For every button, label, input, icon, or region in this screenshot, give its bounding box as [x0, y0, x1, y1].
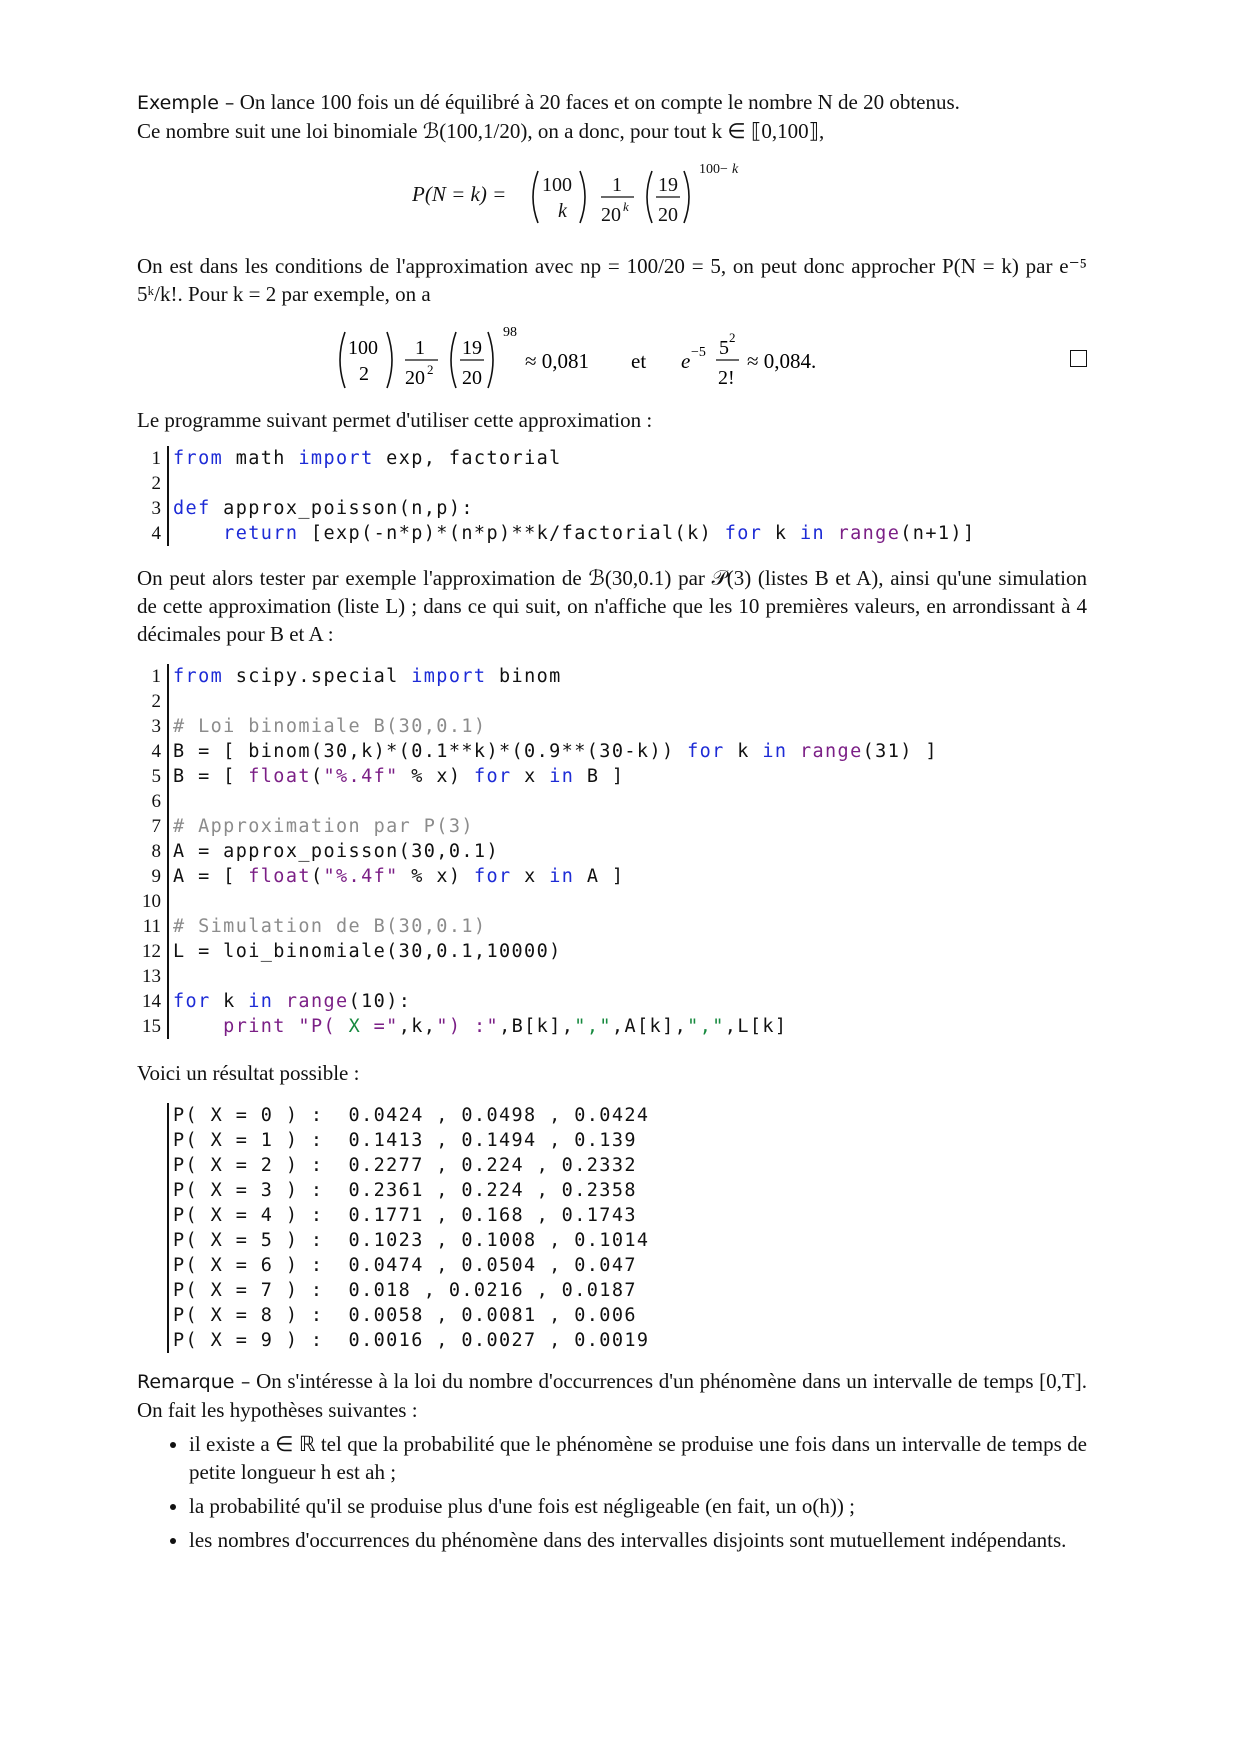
code-token: A = [: [173, 866, 249, 887]
code-line: [137, 446, 1087, 471]
output-line: P( X = 2 ) : 0.2277 , 0.224 , 0.2332: [173, 1155, 637, 1176]
code-token: (31) ]: [862, 741, 938, 762]
svg-text:98: 98: [503, 325, 517, 340]
code-line: [137, 814, 1087, 839]
code-line: [137, 864, 1087, 889]
output-line: P( X = 3 ) : 0.2361 , 0.224 , 0.2358: [173, 1180, 637, 1201]
code-token: in: [248, 991, 274, 1012]
line-number: 4: [151, 741, 161, 762]
code-token: A ]: [574, 866, 625, 887]
code-token: [825, 523, 838, 544]
code-token: B = [ binom(30,k)*(0.1**k)*(0.9**(30-k)): [173, 741, 688, 762]
code-line: [137, 889, 1087, 914]
svg-text:1: 1: [415, 337, 425, 359]
code-token: (: [310, 866, 324, 887]
svg-text:19: 19: [462, 337, 482, 359]
line-number: 2: [151, 691, 161, 712]
line-number: 5: [151, 766, 161, 787]
svg-text:100: 100: [348, 337, 378, 359]
code-token: float: [248, 766, 311, 787]
code-token: (n+1)]: [900, 523, 976, 544]
code-token: from: [173, 448, 224, 469]
code-token: % x): [398, 866, 474, 887]
code-token: A = approx_poisson(30,0.1): [173, 841, 499, 862]
hypothesis-item: • les nombres d'occurrences du phénomène dans des intervalles disjoints sont mutuellement indépendants.: [189, 1526, 1087, 1554]
svg-text:5: 5: [719, 337, 729, 359]
line-number: 3: [151, 716, 161, 737]
code-token: [787, 741, 800, 762]
approx-et: et: [631, 349, 647, 373]
svg-text:e: e: [681, 349, 691, 373]
code-text: [167, 471, 173, 496]
code-line: [137, 939, 1087, 964]
code-token: # Loi binomiale B(30,0.1): [173, 716, 487, 737]
svg-text:100−: 100−: [699, 162, 728, 177]
code-token: for: [724, 523, 763, 544]
line-number: 15: [142, 1016, 161, 1037]
code-token: [273, 991, 286, 1012]
line-number: 4: [151, 523, 161, 544]
code-token: scipy.special: [223, 666, 412, 687]
code-token: import: [298, 448, 374, 469]
code-token: k: [724, 741, 763, 762]
code-token: for: [473, 866, 512, 887]
code-token: approx_poisson(n,p):: [210, 498, 474, 519]
line-number: 8: [151, 841, 161, 862]
approximation-line: [137, 322, 1087, 394]
end-of-proof-square: [1070, 350, 1087, 367]
code-line: [137, 914, 1087, 939]
remark-text: On s'intéresse à la loi du nombre d'occurrences d'un phénomène dans un intervalle de temps [0,T]. On fait les hypothèses suivantes :: [137, 1369, 1087, 1422]
test-paragraph: On peut alors tester par exemple l'approximation de ℬ(30,0.1) par 𝒫(3) (listes B et A), ainsi qu'une simulation de cette approximation (liste L) ; dans ce qui suit, on n'affiche que les 10 premières valeurs, en arrondissant à 4 décimales pour B et A :: [137, 566, 1087, 646]
code-token: binom: [486, 666, 562, 687]
line-number: 1: [151, 666, 161, 687]
example-intro-line2: Ce nombre suit une loi binomiale ℬ(100,1/20), on a donc, pour tout k ∈ ⟦0,100⟧,: [137, 119, 825, 143]
code-token: in: [799, 523, 826, 544]
remark-label: Remarque –: [137, 1371, 251, 1393]
formula-lhs: P(N = k) =: [412, 182, 507, 206]
svg-text:2: 2: [427, 362, 434, 377]
output-block: [167, 1103, 1087, 1353]
code-token: (10):: [348, 991, 412, 1012]
svg-text:1: 1: [612, 174, 622, 196]
code-token: "%.4f": [323, 766, 399, 787]
svg-text:20: 20: [405, 367, 425, 389]
hypothesis-item: • il existe a ∈ ℝ tel que la probabilité que le phénomène se produise une fois dans un intervalle de temps de petite longueur h est ah ;: [189, 1430, 1087, 1486]
code-token: [173, 523, 223, 544]
code-text: [167, 1014, 787, 1039]
code-token: in: [762, 741, 788, 762]
svg-text:2: 2: [359, 363, 369, 385]
code-token: k: [210, 991, 249, 1012]
code-token: range: [285, 991, 349, 1012]
code-line: [137, 989, 1087, 1014]
code-token: ,k,: [398, 1016, 437, 1037]
code-token: (: [310, 766, 324, 787]
result-intro: Voici un résultat possible :: [137, 1061, 360, 1085]
document-page: [137, 88, 1087, 1560]
output-line: P( X = 1 ) : 0.1413 , 0.1494 , 0.139: [173, 1130, 637, 1151]
code-text: [167, 789, 173, 814]
code-token: X: [348, 1016, 362, 1037]
code-token: L = loi_binomiale(30,0.1,10000): [173, 941, 562, 962]
code-text: [167, 739, 938, 764]
line-number: 11: [142, 916, 161, 937]
code-token: exp, factorial: [373, 448, 562, 469]
output-line: P( X = 0 ) : 0.0424 , 0.0498 , 0.0424: [173, 1105, 650, 1126]
line-number: 12: [142, 941, 161, 962]
code-token: for: [173, 991, 211, 1012]
code-token: [exp(-n*p)*(n*p)**k/factorial(k): [298, 523, 725, 544]
code-token: [286, 1016, 299, 1037]
code-line: [137, 521, 1087, 546]
svg-text:2: 2: [729, 330, 736, 345]
code-token: ",": [687, 1016, 725, 1037]
output-line: P( X = 8 ) : 0.0058 , 0.0081 , 0.006: [173, 1305, 637, 1326]
code-text: [167, 864, 624, 889]
code-token: def: [173, 498, 211, 519]
example-intro: [137, 88, 1087, 145]
code-line: [137, 839, 1087, 864]
svg-text:2!: 2!: [718, 367, 735, 389]
code-line: [137, 496, 1087, 521]
code-text: [167, 714, 486, 739]
binomial-formula-svg: [412, 159, 812, 231]
code-line: [137, 739, 1087, 764]
code-block-simulation: [137, 664, 1087, 1039]
code-token: in: [549, 766, 575, 787]
code-token: ,B[k],: [499, 1016, 575, 1037]
code-token: ,A[k],: [611, 1016, 688, 1037]
code-token: x: [511, 866, 550, 887]
code-line: [137, 764, 1087, 789]
code-token: import: [411, 666, 487, 687]
code-text: [167, 889, 173, 914]
code-text: [167, 814, 474, 839]
svg-text:20: 20: [462, 367, 482, 389]
svg-text:−5: −5: [691, 345, 706, 360]
code-line: [137, 1014, 1087, 1039]
code-token: print: [223, 1016, 286, 1037]
line-number: 2: [151, 473, 161, 494]
code-text: [167, 664, 562, 689]
code-text: [167, 764, 624, 789]
approx-left-value: ≈ 0,081: [525, 349, 590, 373]
code-line: [137, 714, 1087, 739]
code-text: [167, 689, 173, 714]
code-text: [167, 446, 562, 471]
svg-text:20: 20: [601, 204, 621, 226]
code-token: from: [173, 666, 224, 687]
code-text: [167, 914, 486, 939]
line-number: 3: [151, 498, 161, 519]
line-number: 1: [151, 448, 161, 469]
code-token: for: [687, 741, 725, 762]
code-token: return: [223, 523, 299, 544]
code-token: =": [361, 1016, 399, 1037]
line-number: 14: [142, 991, 161, 1012]
code-token: range: [837, 523, 901, 544]
hypotheses-list: [137, 1430, 1087, 1554]
code-token: ,L[k]: [724, 1016, 788, 1037]
code-text: [167, 839, 499, 864]
conditions-paragraph: On est dans les conditions de l'approximation avec np = 100/20 = 5, on peut donc approcher P(N = k) par e⁻⁵ 5ᵏ/k!. Pour k = 2 par exemple, on a: [137, 254, 1087, 306]
svg-text:19: 19: [658, 174, 678, 196]
code-token: x: [511, 766, 550, 787]
line-number: 9: [151, 866, 161, 887]
output-line: P( X = 6 ) : 0.0474 , 0.0504 , 0.047: [173, 1255, 637, 1276]
svg-text:k: k: [623, 199, 629, 214]
code-token: ") :": [436, 1016, 500, 1037]
code-token: B ]: [574, 766, 625, 787]
svg-text:100: 100: [542, 174, 572, 196]
code-text: [167, 989, 411, 1014]
output-line: P( X = 9 ) : 0.0016 , 0.0027 , 0.0019: [173, 1330, 650, 1351]
code-token: [173, 1016, 223, 1037]
line-number: 6: [151, 791, 161, 812]
code-token: range: [799, 741, 863, 762]
program-intro: Le programme suivant permet d'utiliser cette approximation :: [137, 408, 653, 432]
code-token: k: [762, 523, 800, 544]
svg-text:20: 20: [658, 204, 678, 226]
binomial-formula: [137, 159, 1087, 238]
code-text: [167, 939, 562, 964]
code-text: [167, 521, 976, 546]
code-block-approx-poisson: [137, 446, 1087, 546]
code-token: "P(: [298, 1016, 349, 1037]
approximation-svg: [335, 322, 895, 394]
line-number: 10: [142, 891, 161, 912]
remark-paragraph: [137, 1367, 1087, 1424]
code-line: [137, 471, 1087, 496]
code-token: ",": [574, 1016, 612, 1037]
output-line: P( X = 5 ) : 0.1023 , 0.1008 , 0.1014: [173, 1230, 650, 1251]
code-text: [167, 496, 474, 521]
code-token: B = [: [173, 766, 249, 787]
output-line: P( X = 4 ) : 0.1771 , 0.168 , 0.1743: [173, 1205, 637, 1226]
code-line: [137, 964, 1087, 989]
example-label: Exemple –: [137, 92, 235, 114]
example-intro-line1: On lance 100 fois un dé équilibré à 20 faces et on compte le nombre N de 20 obtenus.: [239, 90, 960, 114]
code-line: [137, 689, 1087, 714]
code-line: [137, 664, 1087, 689]
code-token: math: [223, 448, 299, 469]
hypothesis-item: • la probabilité qu'il se produise plus d'une fois est négligeable (en fait, un o(h)) ;: [189, 1492, 1087, 1520]
code-line: [137, 789, 1087, 814]
approx-right-value: ≈ 0,084.: [747, 349, 817, 373]
code-token: float: [248, 866, 311, 887]
svg-text:k: k: [732, 162, 739, 177]
output-line: P( X = 7 ) : 0.018 , 0.0216 , 0.0187: [173, 1280, 637, 1301]
code-token: # Simulation de B(30,0.1): [173, 916, 487, 937]
line-number: 7: [151, 816, 161, 837]
svg-text:k: k: [558, 200, 567, 222]
code-token: "%.4f": [323, 866, 399, 887]
code-token: in: [549, 866, 575, 887]
code-token: for: [473, 766, 512, 787]
code-text: [167, 964, 173, 989]
line-number: 13: [142, 966, 161, 987]
code-token: % x): [398, 766, 474, 787]
code-token: # Approximation par P(3): [173, 816, 474, 837]
